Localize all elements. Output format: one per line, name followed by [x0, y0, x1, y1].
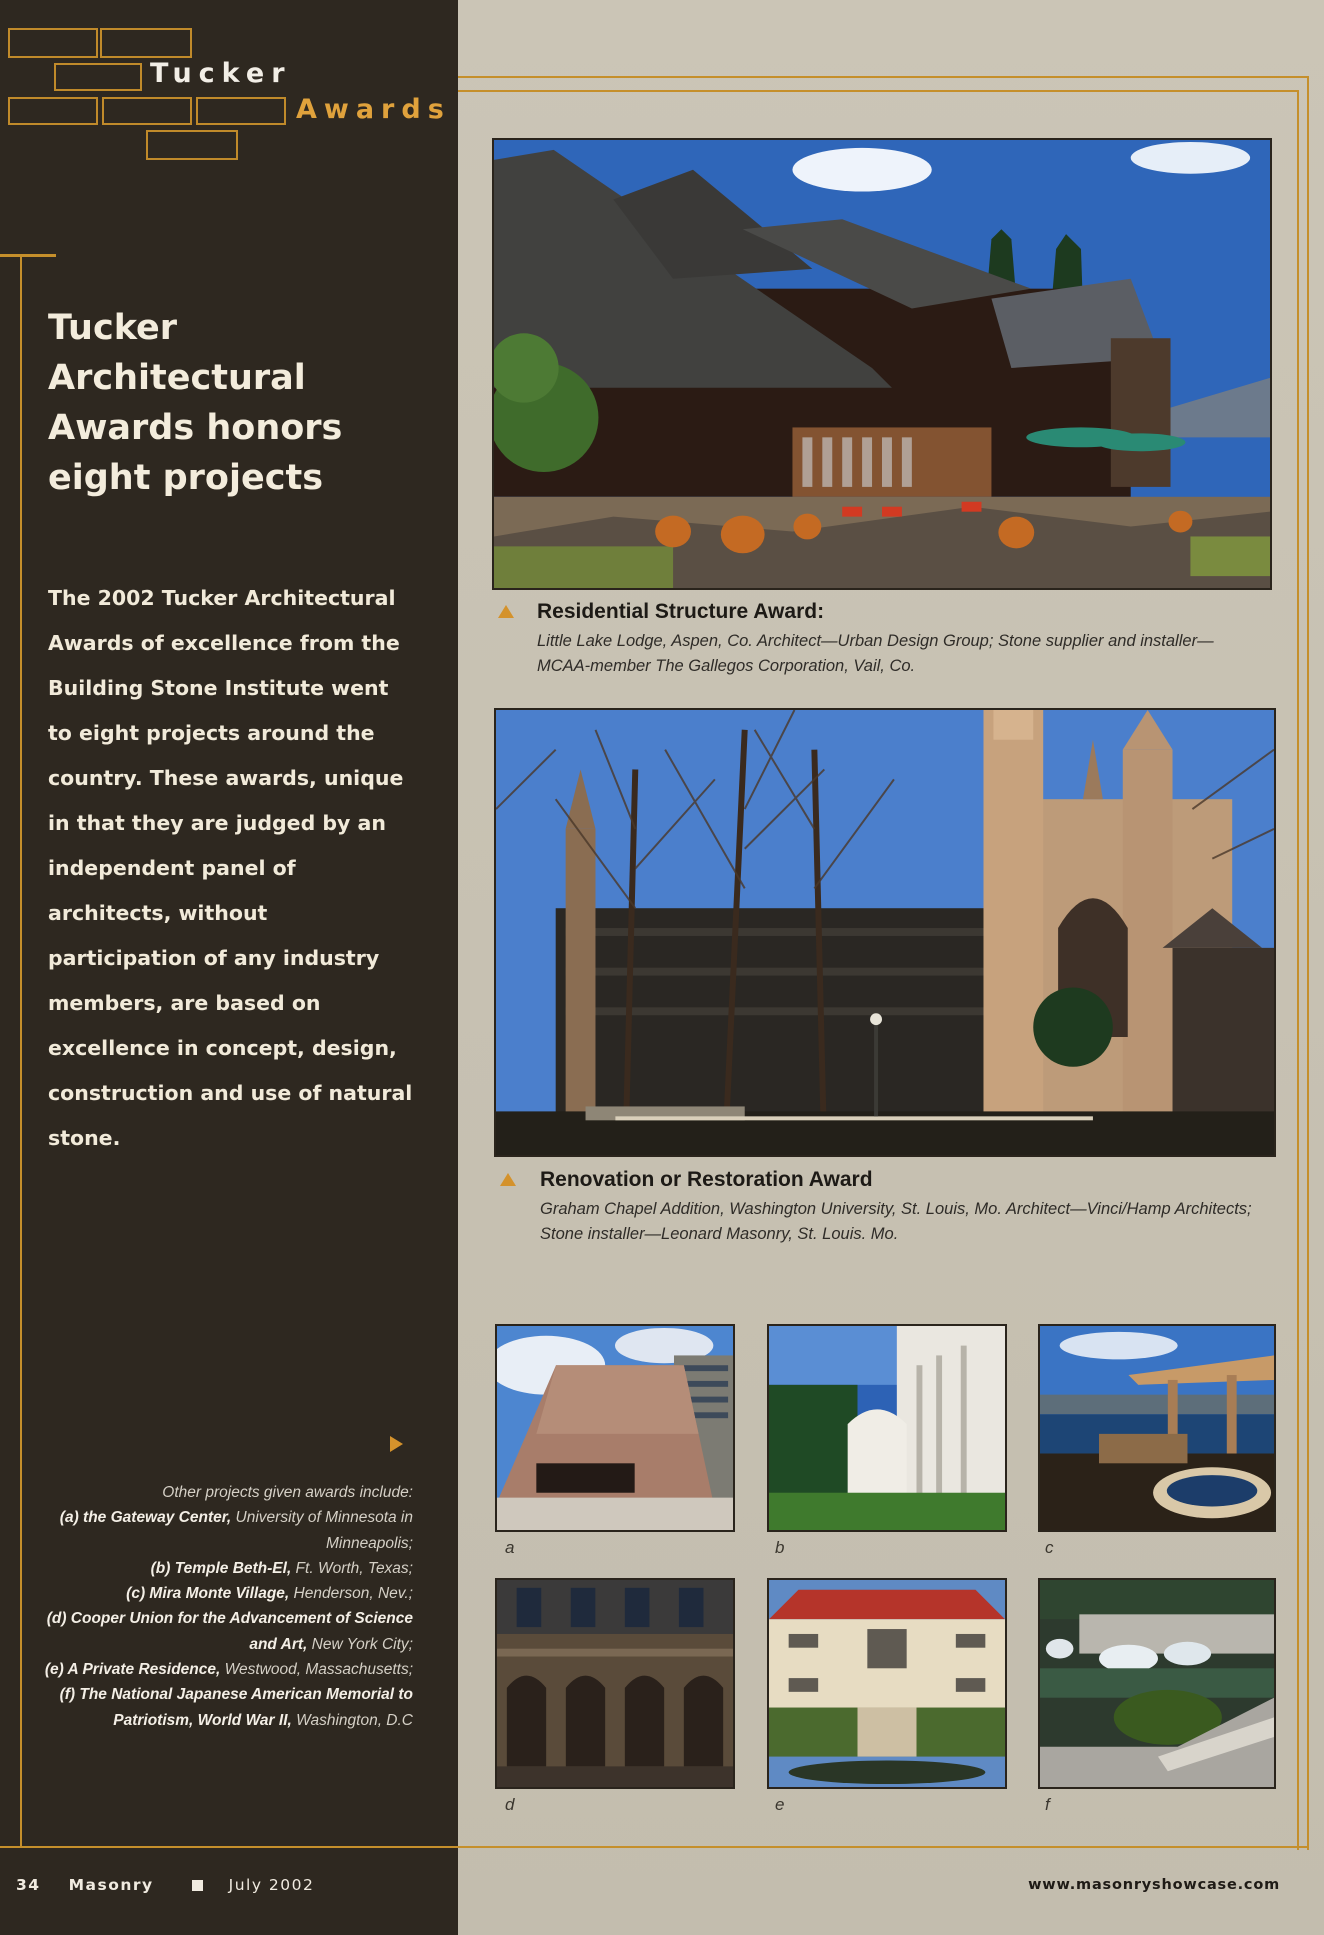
triangle-bullet-icon	[500, 1173, 516, 1186]
other-project-item	[40, 1505, 413, 1556]
header-rule	[458, 76, 1308, 78]
other-project-item	[40, 1682, 413, 1733]
project-name: (f) The National Japanese American Memorial to Patriotism, World War II,	[59, 1686, 413, 1729]
logo-brick	[54, 63, 142, 91]
sidebar-rule	[20, 254, 22, 1848]
thumb-label: a	[505, 1538, 515, 1557]
logo-brick	[8, 97, 98, 125]
logo-word-tucker: Tucker	[150, 58, 292, 89]
right-rule	[1297, 90, 1299, 1850]
triangle-bullet-icon	[498, 605, 514, 618]
thumb-label: c	[1045, 1538, 1054, 1557]
other-project-item	[40, 1606, 413, 1657]
other-project-item	[40, 1657, 413, 1682]
logo-word-awards: Awards	[296, 94, 451, 125]
thumb-label: d	[505, 1795, 515, 1814]
sidebar-rule	[0, 254, 56, 257]
footer-left	[16, 1876, 314, 1894]
project-detail: New York City;	[307, 1635, 413, 1653]
intro-paragraph: The 2002 Tucker Architectural Awards of excellence from the Building Stone Institute went to eight projects around the country. These awards, unique in that they are judged by an independent panel of architects, without participation of any industry members, are based on excellence in concept, design, construction and use of natural stone.	[48, 586, 413, 1150]
thumb-label: f	[1045, 1795, 1050, 1814]
page-number: 34	[16, 1876, 41, 1894]
right-rule	[1307, 76, 1309, 1850]
magazine-name: Masonry	[68, 1876, 154, 1894]
thumb-gateway-center	[495, 1324, 735, 1532]
headline: Tucker Architectural Awards honors eight projects	[48, 308, 343, 498]
thumb-japanese-american-memorial	[1038, 1578, 1276, 1789]
other-projects-list	[40, 1480, 413, 1733]
project-detail: Washington, D.C	[291, 1711, 413, 1729]
award-title-residential: Residential Structure Award:	[537, 600, 825, 623]
thumb-label: b	[775, 1538, 785, 1557]
thumb-cooper-union	[495, 1578, 735, 1789]
photo-graham-chapel	[494, 708, 1276, 1157]
header-rule	[458, 90, 1298, 92]
arrow-right-icon	[390, 1436, 403, 1452]
project-name: (c) Mira Monte Village,	[126, 1585, 290, 1603]
project-name: (a) the Gateway Center,	[59, 1509, 232, 1527]
other-project-item	[40, 1556, 413, 1581]
footer-rule	[0, 1846, 1308, 1848]
logo-brick	[8, 28, 98, 58]
project-name: (e) A Private Residence,	[44, 1661, 221, 1679]
other-project-item	[40, 1581, 413, 1606]
project-detail: Ft. Worth, Texas;	[291, 1559, 413, 1577]
project-name: (d) Cooper Union for the Advancement of Science and Art,	[46, 1610, 413, 1653]
thumb-mira-monte-village	[1038, 1324, 1276, 1532]
website-url: www.masonryshowcase.com	[1028, 1877, 1280, 1893]
logo-brick	[102, 97, 192, 125]
award-desc-residential: Little Lake Lodge, Aspen, Co. Architect—Urban Design Group; Stone supplier and installer—MCAA-member The Gallegos Corporation, Vail, Co.	[537, 632, 1214, 675]
thumb-temple-beth-el	[767, 1324, 1007, 1532]
project-name: (b) Temple Beth-El,	[150, 1559, 292, 1577]
square-bullet-icon	[192, 1880, 203, 1891]
logo-brick	[196, 97, 286, 125]
award-desc-renovation: Graham Chapel Addition, Washington University, St. Louis, Mo. Architect—Vinci/Hamp Architects; Stone installer—Leonard Masonry, St. Louis. Mo.	[540, 1200, 1252, 1243]
logo-brick	[146, 130, 238, 160]
logo-brick	[100, 28, 192, 58]
photo-little-lake-lodge	[492, 138, 1272, 590]
thumb-private-residence	[767, 1578, 1007, 1789]
other-projects-lead: Other projects given awards include:	[162, 1484, 413, 1501]
thumb-label: e	[775, 1795, 785, 1814]
project-detail: University of Minnesota in Minneapolis;	[231, 1509, 413, 1552]
award-title-renovation: Renovation or Restoration Award	[540, 1168, 873, 1191]
project-detail: Westwood, Massachusetts;	[220, 1661, 413, 1679]
project-detail: Henderson, Nev.;	[289, 1585, 413, 1603]
issue-date: July 2002	[228, 1876, 315, 1894]
